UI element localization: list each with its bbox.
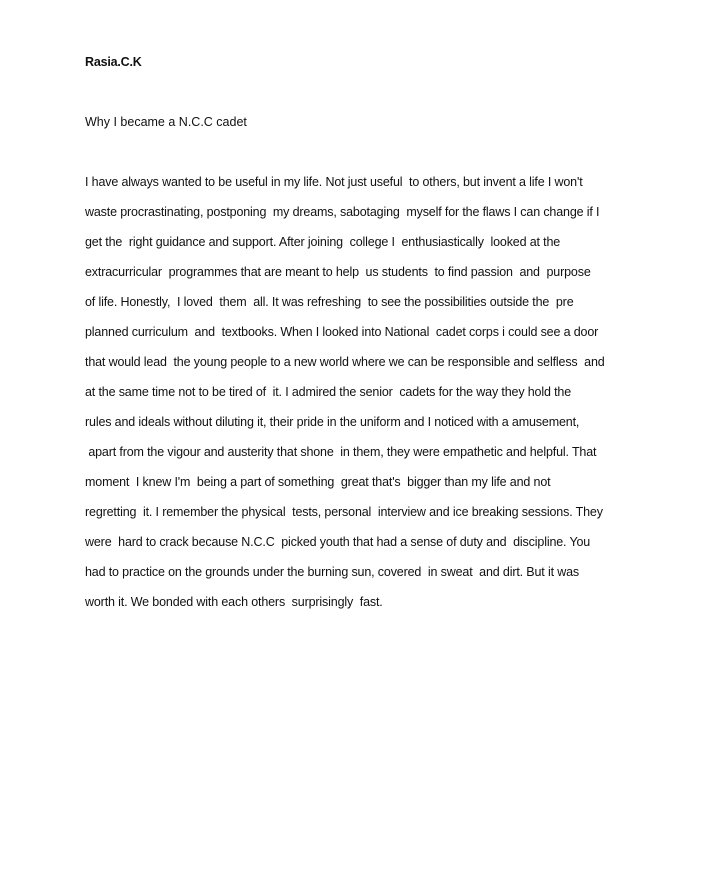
essay-line: waste procrastinating, postponing my dreams, sabotaging myself for the flaws I can change if I [85, 205, 600, 219]
essay-line: apart from the vigour and austerity that shone in them, they were empathetic and helpful. That [85, 445, 597, 459]
essay-line: that would lead the young people to a new world where we can be responsible and selfless and [85, 355, 605, 369]
essay-title: Why I became a N.C.C cadet [85, 115, 247, 129]
essay-line: extracurricular programmes that are meant to help us students to find passion and purpose [85, 265, 591, 279]
essay-line: were hard to crack because N.C.C picked youth that had a sense of duty and discipline. You [85, 535, 591, 549]
essay-line: at the same time not to be tired of it. I admired the senior cadets for the way they hold the [85, 385, 572, 399]
essay-line: rules and ideals without diluting it, their pride in the uniform and I noticed with a amusement, [85, 415, 580, 429]
essay-line: I have always wanted to be useful in my life. Not just useful to others, but invent a life I won't [85, 175, 583, 189]
essay-line: of life. Honestly, I loved them all. It was refreshing to see the possibilities outside the pre [85, 295, 574, 309]
essay-body [85, 174, 645, 624]
essay-line: had to practice on the grounds under the burning sun, covered in sweat and dirt. But it was [85, 565, 579, 579]
essay-line: worth it. We bonded with each others surprisingly fast. [85, 595, 383, 609]
essay-line: regretting it. I remember the physical tests, personal interview and ice breaking sessions. They [85, 505, 603, 519]
essay-line: planned curriculum and textbooks. When I looked into National cadet corps i could see a door [85, 325, 599, 339]
essay-line: moment I knew I'm being a part of something great that's bigger than my life and not [85, 475, 551, 489]
essay-line: get the right guidance and support. After joining college I enthusiastically looked at the [85, 235, 561, 249]
author-name: Rasia.C.K [85, 55, 142, 69]
